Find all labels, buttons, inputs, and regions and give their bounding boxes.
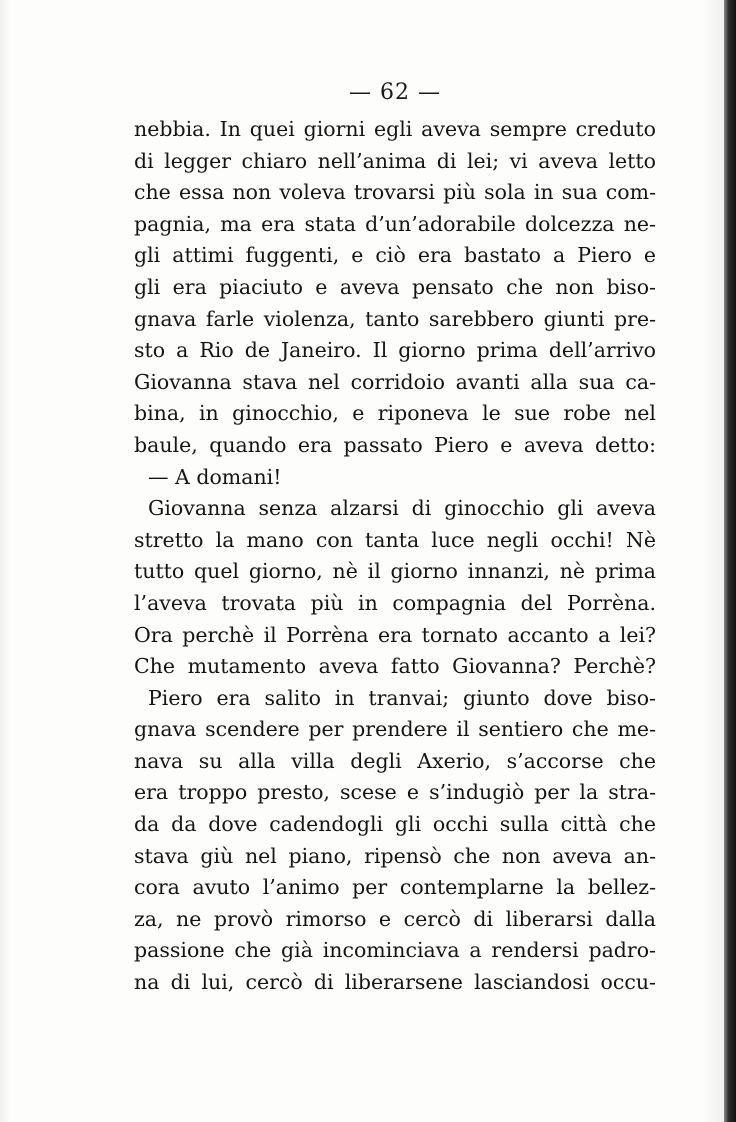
text-line: Ora perchè il Porrèna era tornato accanto a lei? bbox=[134, 622, 656, 647]
text-line: pagnia, ma era stata d’un’adorabile dolcezza ne- bbox=[134, 211, 656, 236]
text-line: Giovanna stava nel corridoio avanti alla sua ca- bbox=[134, 369, 656, 394]
text-line: — A domani! bbox=[148, 464, 282, 489]
text-line: na di lui, cercò di liberarsene lasciandosi occu- bbox=[134, 970, 656, 995]
text-line: da da dove cadendogli gli occhi sulla città che bbox=[134, 812, 656, 837]
text-line: cora avuto l’animo per contemplarne la bellez- bbox=[134, 875, 656, 900]
text-line: nebbia. In quei giorni egli aveva sempre creduto bbox=[134, 117, 656, 141]
text-line: bina, in ginocchio, e riponeva le sue robe nel bbox=[134, 401, 656, 426]
text-line: gli era piaciuto e aveva pensato che non biso- bbox=[134, 274, 656, 299]
text-line: Piero era salito in tranvai; giunto dove biso- bbox=[148, 685, 656, 710]
text-line: gnava farle violenza, tanto sarebbero giunti pre- bbox=[134, 306, 656, 331]
page-left-shadow bbox=[0, 0, 10, 1122]
text-line: sto a Rio de Janeiro. Il giorno prima dell’arrivo bbox=[134, 338, 656, 363]
page-number: — 62 — bbox=[349, 80, 441, 105]
text-line: gli attimi fuggenti, e ciò era bastato a Piero e bbox=[134, 243, 656, 268]
text-line: passione che già incominciava a rendersi padro- bbox=[134, 938, 656, 963]
body-text bbox=[134, 114, 656, 999]
text-line: era troppo presto, scese e s’indugiò per la stra- bbox=[134, 780, 656, 805]
text-line: l’aveva trovata più in compagnia del Porrèna. bbox=[134, 590, 656, 615]
text-line: tutto quel giorno, nè il giorno innanzi, nè prima bbox=[134, 559, 656, 584]
page-gutter-shadow bbox=[702, 0, 724, 1122]
text-line: Giovanna senza alzarsi di ginocchio gli aveva bbox=[148, 496, 656, 521]
text-line: di legger chiaro nell’anima di lei; vi aveva letto bbox=[134, 148, 656, 173]
text-line: stretto la mano con tanta luce negli occhi! Nè bbox=[134, 527, 656, 552]
text-line: za, ne provò rimorso e cercò di liberarsi dalla bbox=[134, 906, 656, 931]
text-line: gnava scendere per prendere il sentiero che me- bbox=[134, 717, 656, 742]
page-spine-edge bbox=[724, 0, 736, 1122]
text-line: baule, quando era passato Piero e aveva detto: bbox=[134, 432, 656, 457]
text-line: Che mutamento aveva fatto Giovanna? Perchè? bbox=[134, 654, 656, 679]
text-line: che essa non voleva trovarsi più sola in sua com- bbox=[134, 180, 656, 205]
text-line: stava giù nel piano, ripensò che non aveva an- bbox=[134, 843, 656, 868]
text-line: nava su alla villa degli Axerio, s’accorse che bbox=[134, 748, 656, 773]
